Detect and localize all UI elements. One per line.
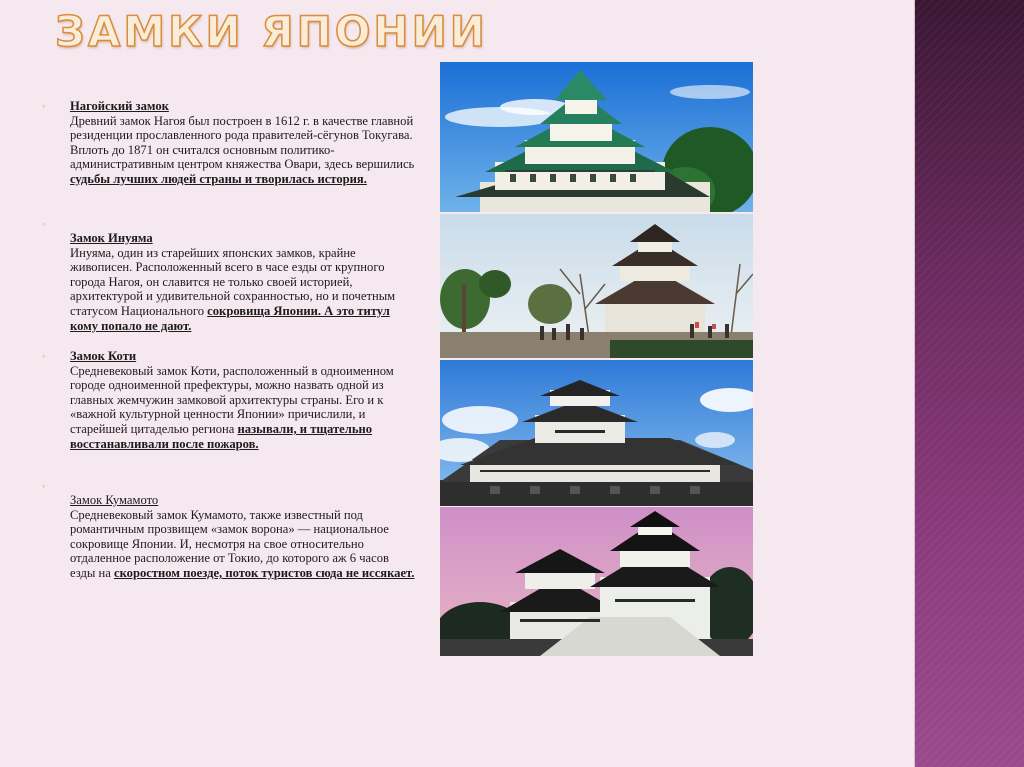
entry-body — [70, 99, 415, 187]
slide-title: ЗАМКИ ЯПОНИИ — [55, 7, 488, 56]
entry-link[interactable]: сокровища Японии. А это титул кому попало не дают. — [70, 303, 390, 333]
entry-link[interactable]: судьбы лучших людей страны и творилась история. — [70, 171, 367, 186]
bullet-icon: ◦ — [42, 101, 46, 111]
entry-text: Средневековый замок Коти, расположенный в одноименном городе одноименной префектуры, можно назвать одной из главных жемчужин замковой архитектуры страны. Его и к «важной культурной ценности Японии» причислили, и старейшей цитаделью региона — [70, 363, 394, 436]
entry-text: Древний замок Нагоя был построен в 1612 г. в качестве главной резиденции прославленного рода правителей-сёгунов Токугава. Вплоть до 1871 он считался основным политико-административным центром княжества Овари, здесь вершились — [70, 113, 415, 172]
entry-body — [70, 493, 415, 581]
decorative-side-bar — [915, 0, 1024, 767]
entry-title: Замок Инуяма — [70, 231, 153, 245]
entry-inuyama — [42, 217, 412, 345]
kochi-castle-photo — [440, 360, 753, 506]
entry-title: Замок Коти — [70, 349, 137, 363]
entry-kumamoto — [42, 479, 415, 599]
entry-kochi — [42, 349, 412, 469]
entry-text: Инуяма, один из старейших японских замков, крайне живописен. Расположенный всего в часе езды от крупного города Нагоя, он славится не только своей историей, архитектурой и удивительной сохранностью, но и почетным статусом Национального — [70, 245, 396, 318]
bullet-icon: ◦ — [42, 481, 46, 491]
entry-text: Средневековый замок Кумамото, также известный под романтичным прозвищем «замок ворона» — национальное сокровище Японии. И, несмотря на свое относительно отдаленное расположение от Токио, до которого аж 6 часов езды на — [70, 507, 389, 580]
bullet-icon: ◦ — [42, 219, 46, 229]
entry-body — [70, 349, 415, 451]
entry-link[interactable]: называли, и тщательно восстанавливали после пожаров. — [70, 421, 373, 451]
entry-link[interactable]: скоростном поезде, поток туристов сюда не иссякает. — [114, 565, 415, 580]
nagoya-castle-photo — [440, 62, 753, 212]
entry-nagoya — [42, 99, 415, 211]
inuyama-castle-photo — [440, 214, 753, 358]
entry-title: Нагойский замок — [70, 99, 169, 113]
entry-title: Замок Кумамото — [70, 493, 159, 507]
entry-body — [70, 231, 415, 333]
bullet-icon: ◦ — [42, 351, 46, 361]
kumamoto-castle-photo — [440, 507, 753, 656]
